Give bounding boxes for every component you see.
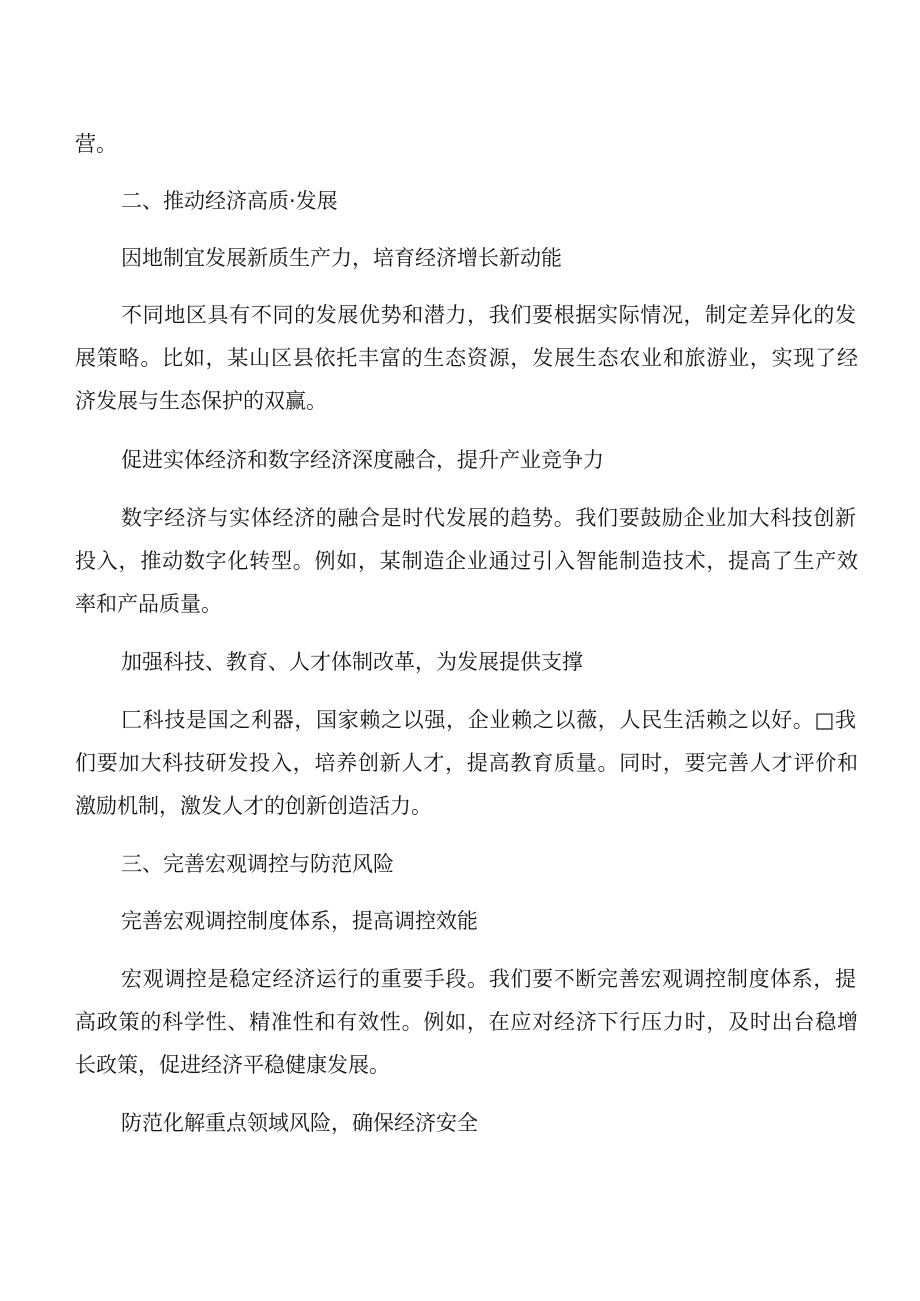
paragraph-line: 展策略。比如，某山区县依托丰富的生态资源，发展生态农业和旅游业，实现了经	[75, 346, 858, 370]
subsection-heading: 因地制宜发展新质生产力，培育经济增长新动能	[121, 246, 562, 270]
subsection-heading: 防范化解重点领域风险，确保经济安全	[121, 1111, 478, 1135]
paragraph-line: 不同地区具有不同的发展优势和潜力，我们要根据实际情况，制定差异化的发	[121, 303, 856, 327]
section-heading: 二、推动经济高质·发展	[121, 189, 338, 213]
subsection-heading: 加强科技、教育、人才体制改革，为发展提供支撑	[121, 650, 583, 674]
paragraph-line: 长政策，促进经济平稳健康发展。	[75, 1053, 390, 1077]
paragraph-line: 高政策的科学性、精准性和有效性。例如，在应对经济下行压力时，及时出台稳增	[75, 1010, 858, 1034]
subsection-heading: 促进实体经济和数字经济深度融合，提升产业竞争力	[121, 448, 604, 472]
paragraph-line: 匚科技是国之利器，国家赖之以强，企业赖之以薇，人民生活赖之以好。□我	[121, 708, 856, 732]
paragraph-line: 们要加大科技研发投入，培养创新人才，提高教育质量。同时，要完善人才评价和	[75, 751, 858, 775]
paragraph-line: 投入，推动数字化转型。例如，某制造企业通过引入智能制造技术，提高了生产效	[75, 549, 858, 573]
paragraph-line: 率和产品质量。	[75, 592, 222, 616]
paragraph-line: 济发展与生态保护的双赢。	[75, 389, 327, 413]
text-line: 营。	[75, 132, 117, 156]
paragraph-line: 数字经济与实体经济的融合是时代发展的趋势。我们要鼓励企业加大科技创新	[121, 506, 856, 530]
paragraph-line: 激励机制，激发人才的创新创造活力。	[75, 794, 432, 818]
paragraph-line: 宏观调控是稳定经济运行的重要手段。我们要不断完善宏观调控制度体系，提	[121, 967, 856, 991]
section-heading: 三、完善宏观调控与防范风险	[121, 852, 394, 876]
subsection-heading: 完善宏观调控制度体系，提高调控效能	[121, 909, 478, 933]
